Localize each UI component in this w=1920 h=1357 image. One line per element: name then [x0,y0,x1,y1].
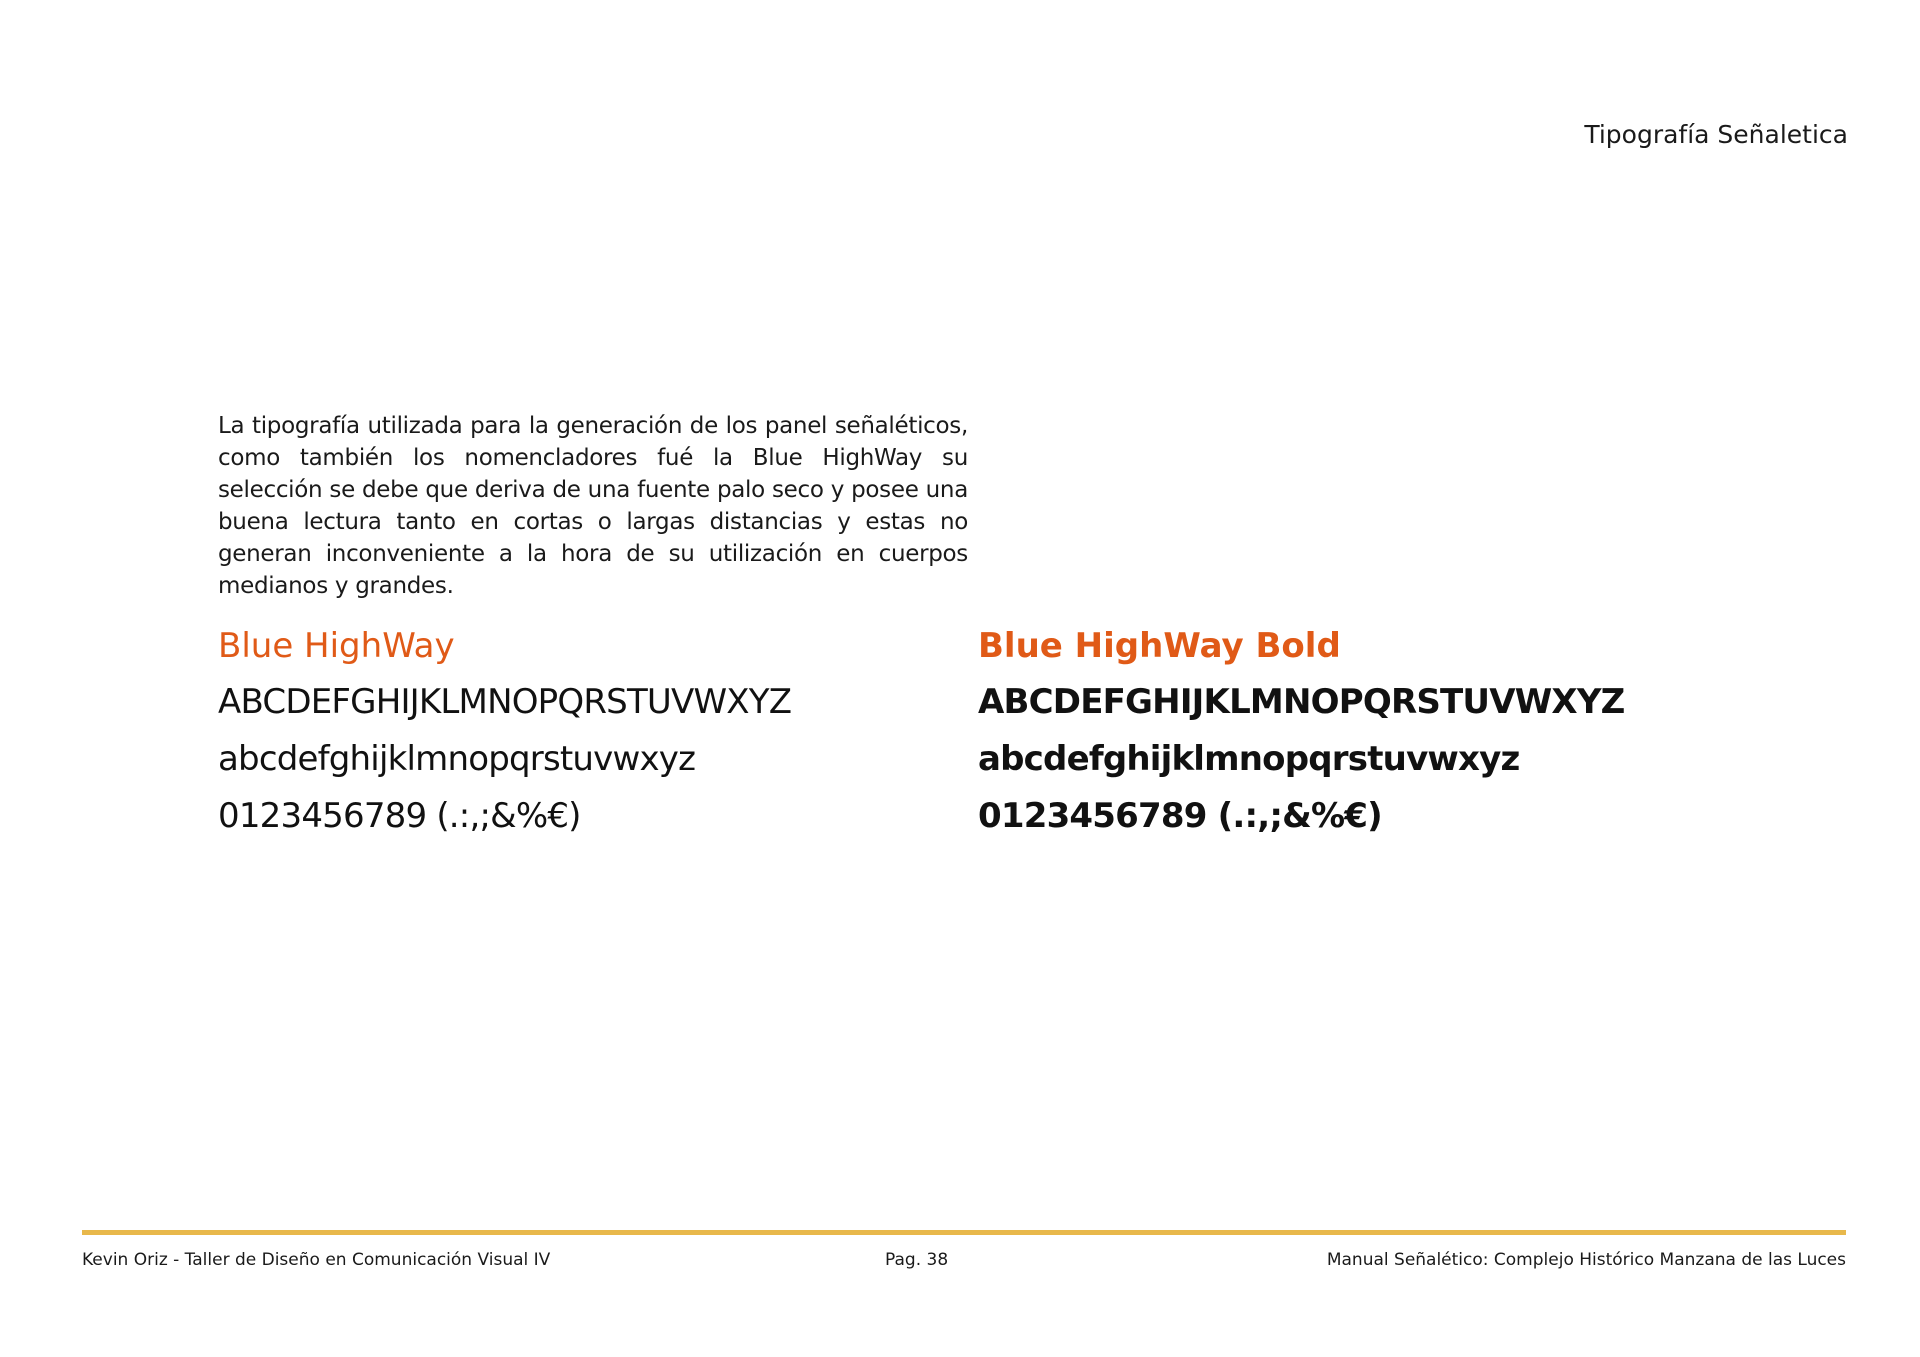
footer-manual-title: Manual Señalético: Complejo Histórico Manzana de las Luces [1326,1250,1846,1270]
uppercase-sample-bold: ABCDEFGHIJKLMNOPQRSTUVWXYZ [978,682,1625,722]
specimen-regular [218,623,938,850]
numerals-sample-bold: 0123456789 (.:,;&%€) [978,796,1382,836]
footer-author: Kevin Oriz - Taller de Diseño en Comunicación Visual IV [82,1250,551,1270]
specimen-bold [978,623,1698,850]
font-name-regular: Blue HighWay [218,626,455,666]
page-number: Pag. 38 [885,1250,949,1270]
font-name-bold: Blue HighWay Bold [978,626,1341,666]
numerals-sample-regular: 0123456789 (.:,;&%€) [218,796,581,836]
lowercase-sample-bold: abcdefghijklmnopqrstuvwxyz [978,739,1520,779]
section-title: Tipografía Señaletica [1584,120,1848,149]
uppercase-sample-regular: ABCDEFGHIJKLMNOPQRSTUVWXYZ [218,682,792,722]
lowercase-sample-regular: abcdefghijklmnopqrstuvwxyz [218,739,696,779]
footer-divider [82,1230,1846,1235]
intro-paragraph: La tipografía utilizada para la generación de los panel señaléticos, como también los nomencladores fué la Blue HighWay su selección se debe que deriva de una fuente palo seco y posee una buena lectura tanto en cortas o largas distancias y estas no generan inconveniente a la hora de su utilización en cuerpos medianos y grandes. [218,413,968,599]
